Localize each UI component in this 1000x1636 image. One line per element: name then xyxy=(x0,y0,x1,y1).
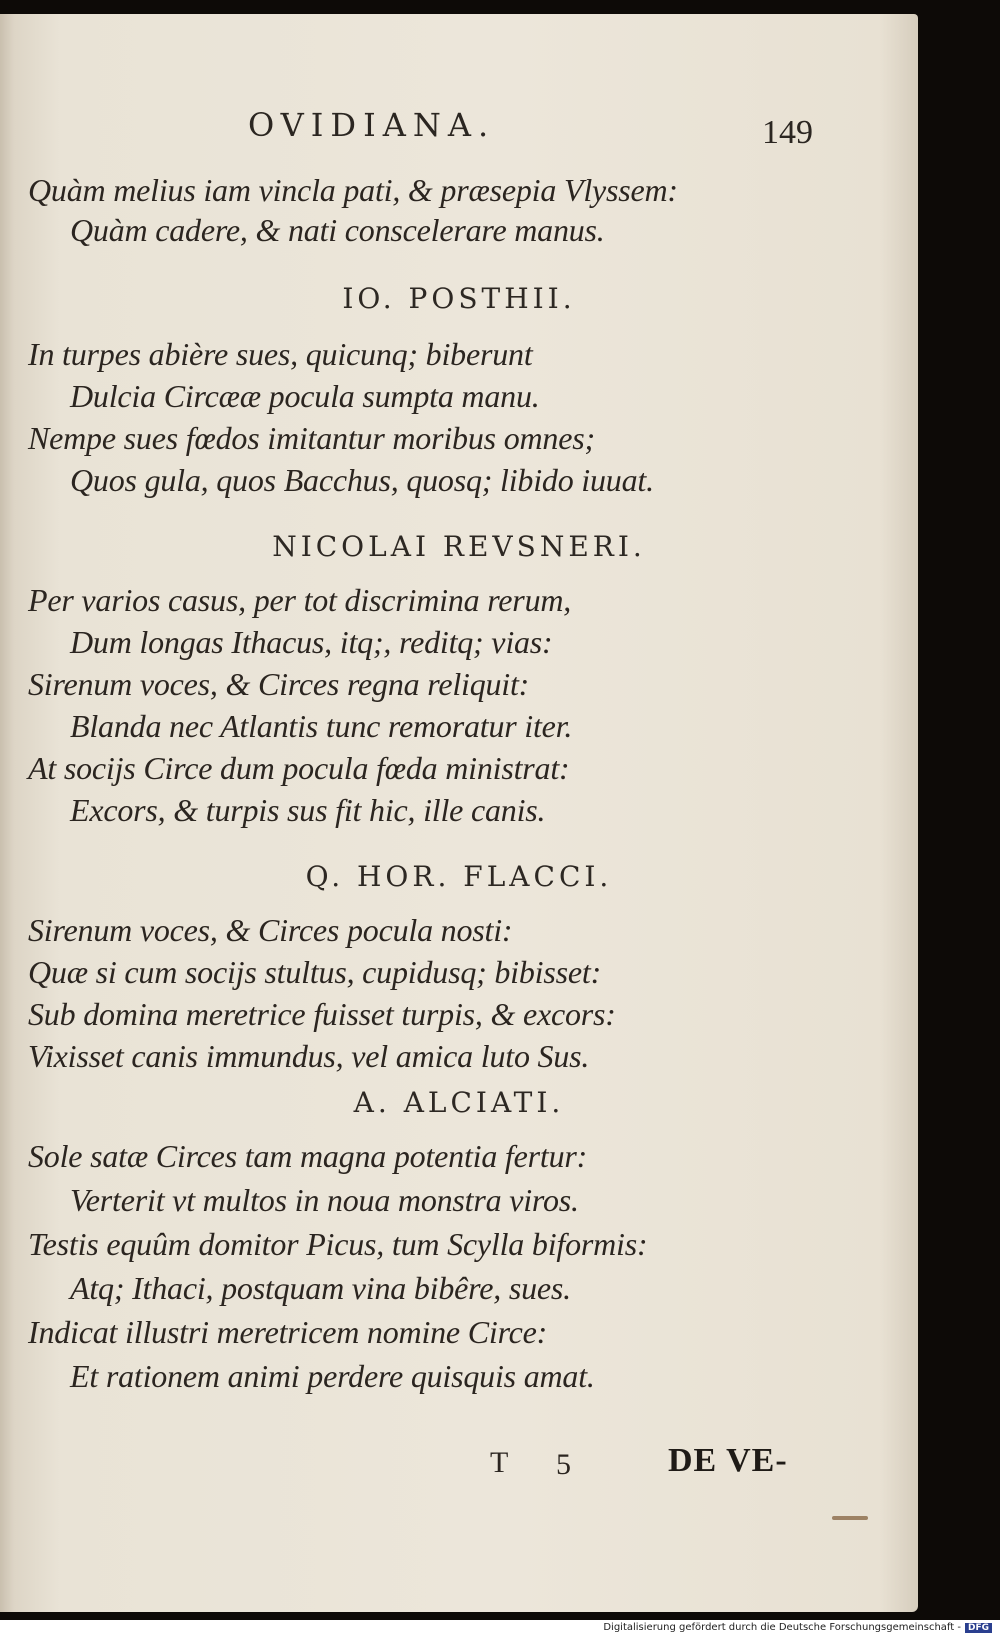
verse-line: Atq; Ithaci, postquam vina bibêre, sues. xyxy=(70,1270,571,1306)
digitization-credit xyxy=(603,1622,992,1633)
verse-line: Nempe sues fœdos imitantur moribus omnes; xyxy=(28,420,595,456)
verse-line: Verterit vt multos in noua monstra viros. xyxy=(70,1182,579,1218)
verse-line: Testis equûm domitor Picus, tum Scylla biformis: xyxy=(28,1226,648,1262)
verse-line: Excors, & turpis sus fit hic, ille canis. xyxy=(70,792,546,828)
signature-mark: T xyxy=(490,1446,509,1479)
section-heading: Q. HOR. FLACCI. xyxy=(305,860,613,893)
verse-line: At socijs Circe dum pocula fœda ministrat: xyxy=(28,750,570,786)
verse-line: Dulcia Circææ pocula sumpta manu. xyxy=(70,378,540,414)
verse-line: Vixisset canis immundus, vel amica luto Sus. xyxy=(28,1038,590,1074)
section-heading: NICOLAI REVSNERI. xyxy=(272,530,646,563)
running-head: OVIDIANA. xyxy=(248,106,496,144)
catchword: DE VE- xyxy=(668,1442,788,1479)
ink-smudge xyxy=(832,1516,868,1520)
verse-line: Quàm melius iam vincla pati, & præsepia Vlyssem: xyxy=(28,172,678,208)
verse-line: Et rationem animi perdere quisquis amat. xyxy=(70,1358,595,1394)
verse-line: Sirenum voces, & Circes pocula nosti: xyxy=(28,912,513,948)
credit-text: Digitalisierung gefördert durch die Deutsche Forschungsgemeinschaft - xyxy=(603,1622,961,1633)
dfg-logo: DFG xyxy=(965,1623,992,1633)
verse-line: In turpes abière sues, quicunq; biberunt xyxy=(28,336,533,372)
verse-line: Blanda nec Atlantis tunc remoratur iter. xyxy=(70,708,573,744)
verse-line: Per varios casus, per tot discrimina rerum, xyxy=(28,582,572,618)
section-heading: A. ALCIATI. xyxy=(353,1086,565,1119)
verse-line: Dum longas Ithacus, itq;, reditq; vias: xyxy=(70,624,553,660)
verse-line: Sub domina meretrice fuisset turpis, & excors: xyxy=(28,996,616,1032)
signature-number: 5 xyxy=(556,1448,571,1481)
page-content xyxy=(0,14,918,1612)
verse-line: Quos gula, quos Bacchus, quosq; libido iuuat. xyxy=(70,462,654,498)
verse-line: Indicat illustri meretricem nomine Circe: xyxy=(28,1314,548,1350)
page-number: 149 xyxy=(762,114,813,151)
verse-line: Sole satæ Circes tam magna potentia fertur: xyxy=(28,1138,588,1174)
verse-line: Sirenum voces, & Circes regna reliquit: xyxy=(28,666,530,702)
section-heading: IO. POSTHII. xyxy=(342,282,576,315)
verse-line: Quàm cadere, & nati conscelerare manus. xyxy=(70,212,605,248)
book-page xyxy=(0,14,918,1612)
verse-line: Quæ si cum socijs stultus, cupidusq; bibisset: xyxy=(28,954,602,990)
